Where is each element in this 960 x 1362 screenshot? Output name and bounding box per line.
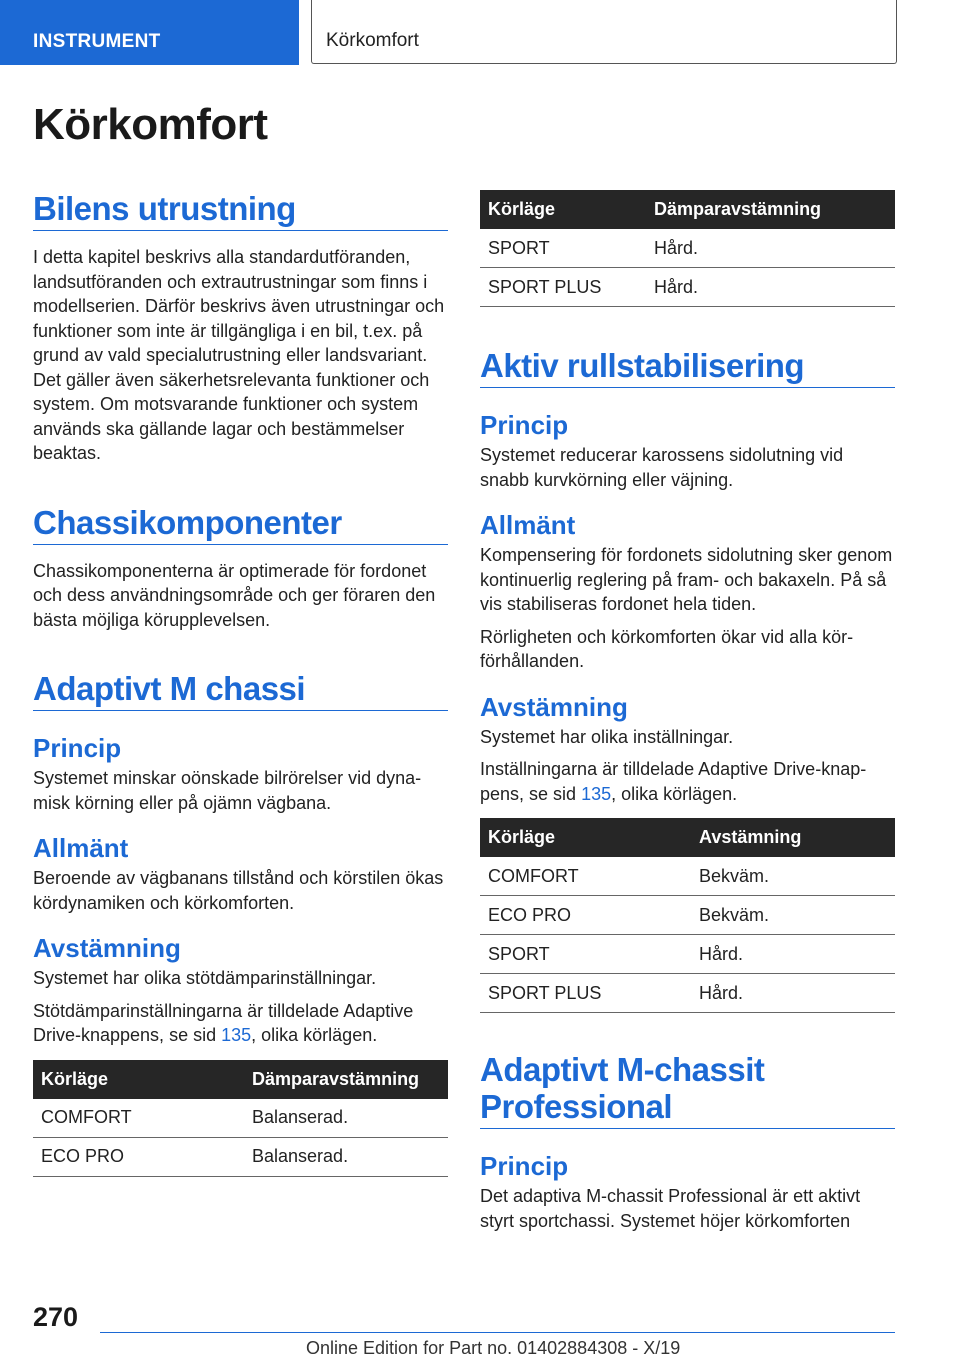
section-label: INSTRUMENT bbox=[33, 31, 161, 52]
heading-allmant: Allmänt bbox=[480, 510, 576, 540]
column-header: Körläge bbox=[33, 1060, 244, 1099]
table-row bbox=[480, 268, 895, 307]
table-cell: ECO PRO bbox=[480, 896, 691, 935]
text-segment: Stötdämparinställningarna är tilldelade Adaptive Drive-knappens, se sid bbox=[33, 1000, 414, 1045]
edition-label: Online Edition for Part no. 01402884308 - X/19 bbox=[306, 1338, 681, 1358]
heading-aktiv-rullstabilisering: Aktiv rullstabilisering bbox=[480, 347, 895, 388]
right-column bbox=[480, 190, 895, 1233]
page-link[interactable]: 135 bbox=[581, 783, 612, 804]
table-row bbox=[480, 896, 895, 935]
heading-princip: Princip bbox=[480, 1151, 569, 1181]
damper-table-continued bbox=[480, 190, 895, 307]
heading-chassikomponenter: Chassikomponenter bbox=[33, 504, 448, 545]
table-header-row bbox=[480, 190, 895, 229]
table-cell: Hård. bbox=[691, 935, 895, 974]
table-cell: SPORT bbox=[480, 935, 691, 974]
paragraph-bilens-utrustning: I detta kapitel beskrivs alla standardutföranden, landsutföranden och extrautrustningar som finns i modellserien. Därför beskrivs även utrustningar och funktioner som inte är tillgängliga i en bil, t.ex. på grund av vald specialutrustning eller landsvariant. Det gäller även säkerhetsrelevanta funktioner och system. Om motsvarande funktioner och system används ska gällande lagar och bestämmelser beaktas. bbox=[33, 247, 445, 463]
table-row bbox=[33, 1099, 448, 1138]
paragraph-avstamning-1: Systemet har olika inställningar. bbox=[480, 726, 734, 747]
column-header: Avstämning bbox=[691, 818, 895, 857]
table-row bbox=[480, 935, 895, 974]
paragraph-allmant: Beroende av vägbanans tillstånd och körstilen ökas kördynamiken och körkomforten. bbox=[33, 868, 444, 913]
heading-bilens-utrustning: Bilens utrustning bbox=[33, 190, 448, 231]
column-header: Dämparavstämning bbox=[244, 1060, 448, 1099]
page-link[interactable]: 135 bbox=[221, 1025, 252, 1045]
paragraph-avstamning-2 bbox=[33, 999, 448, 1048]
table-row bbox=[33, 1137, 448, 1176]
table-cell: SPORT bbox=[480, 229, 646, 268]
table-cell: Hård. bbox=[646, 229, 895, 268]
chapter-tab bbox=[311, 0, 897, 64]
table-cell: Bekväm. bbox=[691, 857, 895, 896]
paragraph-princip: Systemet reducerar karossens sidolutning vid snabb kurvkörning eller väjning. bbox=[480, 445, 844, 490]
heading-princip: Princip bbox=[33, 733, 122, 763]
page-title: Körkomfort bbox=[33, 100, 268, 149]
table-cell: SPORT PLUS bbox=[480, 268, 646, 307]
table-cell: Hård. bbox=[691, 974, 895, 1013]
paragraph-avstamning-2 bbox=[480, 757, 895, 806]
heading-adaptivt-m-chassit-professional: Adaptivt M-chassit Professional bbox=[480, 1051, 895, 1129]
table-header-row bbox=[33, 1060, 448, 1099]
text-segment: , olika körlägen. bbox=[251, 1025, 378, 1045]
column-header: Dämparavstämning bbox=[646, 190, 895, 229]
table-cell: Bekväm. bbox=[691, 896, 895, 935]
table-cell: Hård. bbox=[646, 268, 895, 307]
text-segment: , olika körlägen. bbox=[611, 783, 738, 804]
table-cell: Balanserad. bbox=[244, 1137, 448, 1176]
table-row bbox=[480, 857, 895, 896]
section-tab bbox=[0, 0, 299, 65]
paragraph-princip: Systemet minskar oönskade bilrörelser vid dynamisk körning eller på ojämn vägbana. bbox=[33, 768, 422, 813]
table-row bbox=[480, 229, 895, 268]
chapter-label: Körkomfort bbox=[326, 30, 419, 51]
damper-table bbox=[33, 1060, 448, 1177]
heading-adaptivt-m-chassi: Adaptivt M chassi bbox=[33, 670, 448, 711]
tuning-table bbox=[480, 818, 895, 1013]
paragraph-allmant-2: Rörligheten och körkomforten ökar vid alla körförhållanden. bbox=[480, 626, 854, 671]
column-header: Körläge bbox=[480, 190, 646, 229]
column-header: Körläge bbox=[480, 818, 691, 857]
heading-avstamning: Avstämning bbox=[480, 691, 628, 722]
table-cell: SPORT PLUS bbox=[480, 974, 691, 1013]
heading-allmant: Allmänt bbox=[33, 833, 129, 863]
paragraph-princip-professional: Det adaptiva M-chassit Professional är ett aktivt styrt sportchassi. Systemet höjer körkomforten bbox=[480, 1186, 861, 1231]
footer-divider bbox=[100, 1332, 895, 1333]
table-cell: COMFORT bbox=[480, 857, 691, 896]
paragraph-chassikomponenter: Chassikomponenterna är optimerade för fordonet och dess användningsområde och ger föraren den bästa möjliga körupplevelsen. bbox=[33, 560, 436, 630]
paragraph-avstamning-1: Systemet har olika stötdämparinställningar. bbox=[33, 968, 377, 988]
paragraph-allmant-1: Kompensering för fordonets sidolutning sker genom kontinuerlig reglering på fram- och bakaxeln. På så vis stabiliseras fordonet hela tiden. bbox=[480, 545, 893, 614]
page-number: 270 bbox=[33, 1302, 79, 1332]
text-segment: Inställningarna är tilldelade Adaptive Drive-knappens, se sid bbox=[480, 759, 867, 804]
table-row bbox=[480, 974, 895, 1013]
table-header-row bbox=[480, 818, 895, 857]
heading-princip: Princip bbox=[480, 410, 569, 440]
table-cell: Balanserad. bbox=[244, 1099, 448, 1138]
table-cell: ECO PRO bbox=[33, 1137, 244, 1176]
heading-avstamning: Avstämning bbox=[33, 933, 181, 963]
left-column bbox=[33, 190, 448, 1177]
table-cell: COMFORT bbox=[33, 1099, 244, 1138]
